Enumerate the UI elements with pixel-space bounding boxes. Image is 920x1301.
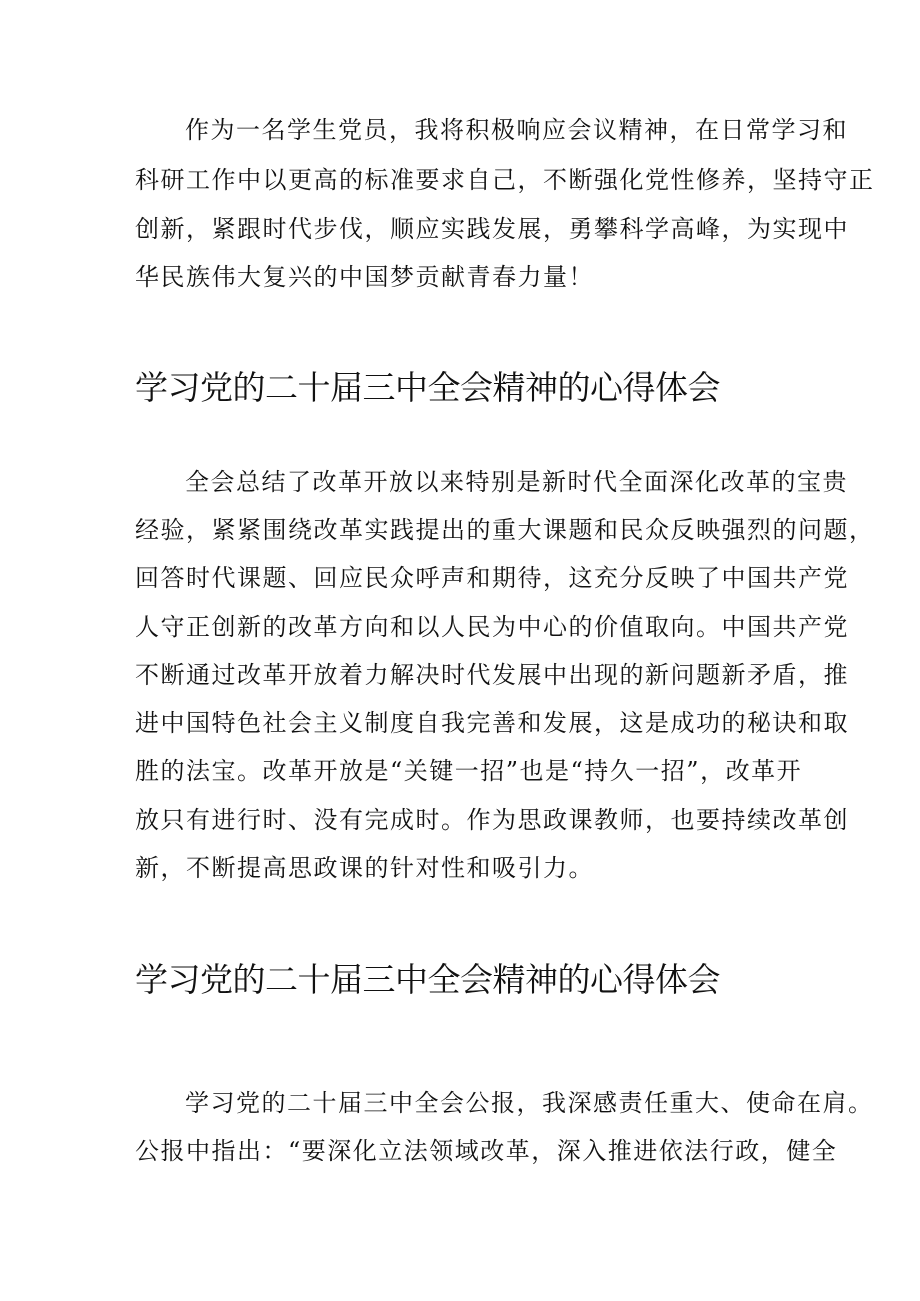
paragraph-line: 进中国特色社会主义制度自我完善和发展，这是成功的秘诀和取 — [135, 709, 849, 737]
section-heading: 学习党的二十届三中全会精神的心得体会 — [135, 368, 720, 407]
paragraph-line: 不断通过改革开放着力解决时代发展中出现的新问题新矛盾，推 — [135, 661, 849, 689]
paragraph-line: 经验，紧紧围绕改革实践提出的重大课题和民众反映强烈的问题， — [135, 516, 875, 544]
paragraph-line: 放只有进行时、没有完成时。作为思政课教师，也要持续改革创 — [135, 806, 849, 834]
paragraph-line: 创新，紧跟时代步伐，顺应实践发展，勇攀科学高峰，为实现中 — [135, 215, 849, 243]
paragraph-line: 学习党的二十届三中全会公报，我深感责任重大、使命在肩。 — [185, 1089, 874, 1117]
section-heading: 学习党的二十届三中全会精神的心得体会 — [135, 960, 720, 999]
paragraph-line: 人守正创新的改革方向和以人民为中心的价值取向。中国共产党 — [135, 613, 849, 641]
paragraph-line: 回答时代课题、回应民众呼声和期待，这充分反映了中国共产党 — [135, 564, 849, 592]
paragraph-line: 科研工作中以更高的标准要求自己，不断强化党性修养，坚持守正 — [135, 166, 875, 194]
paragraph-line: 作为一名学生党员，我将积极响应会议精神，在日常学习和 — [185, 116, 848, 144]
paragraph-line: 华民族伟大复兴的中国梦贡献青春力量！ — [135, 263, 594, 291]
paragraph-line: 公报中指出：“要深化立法领域改革，深入推进依法行政，健全 — [135, 1137, 838, 1165]
paragraph-line: 胜的法宝。改革开放是“关键一招”也是“持久一招”，改革开 — [135, 757, 803, 785]
paragraph-line: 全会总结了改革开放以来特别是新时代全面深化改革的宝贵 — [185, 468, 848, 496]
paragraph-line: 新，不断提高思政课的针对性和吸引力。 — [135, 854, 594, 882]
